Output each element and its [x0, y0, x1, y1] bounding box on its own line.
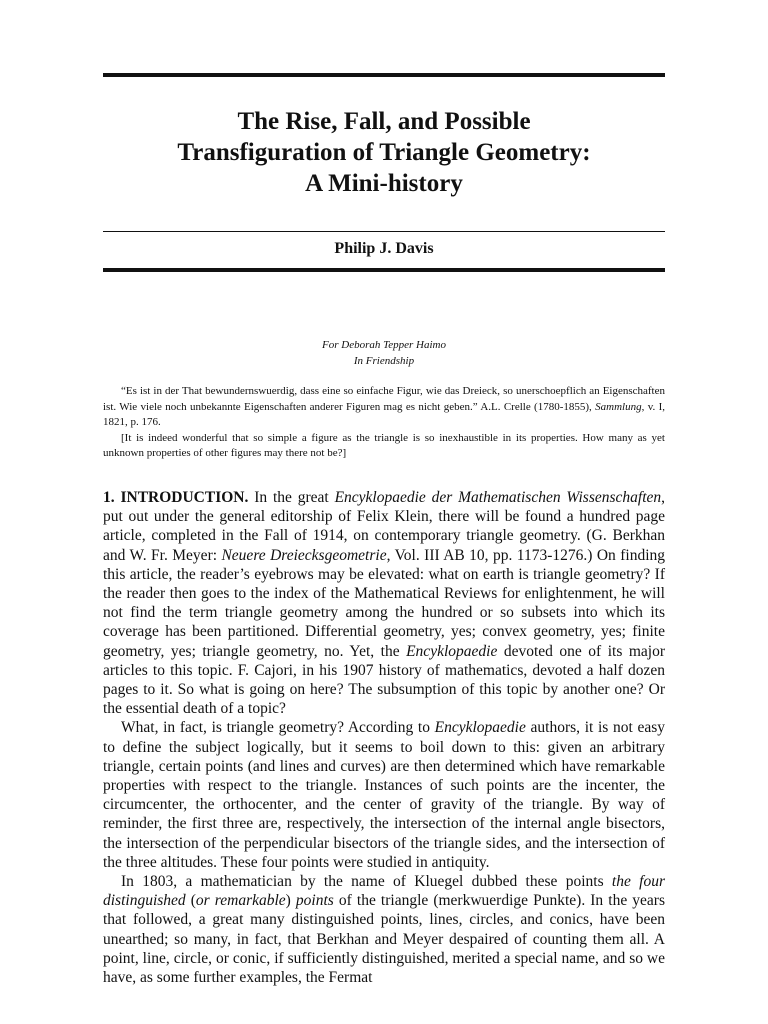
title-line-2: Transfiguration of Triangle Geometry: [177, 139, 591, 166]
p3-italic-1: the four distinguished [103, 873, 665, 910]
paper-title [103, 106, 665, 199]
p3-italic-3: points [295, 892, 334, 910]
epigraph-citation: , v. I, 1821, p. 176. [103, 400, 666, 428]
p1-italic-1: Encyklopaedie der Mathematischen Wissenschaften [334, 489, 662, 506]
p3-italic-2: or remarkable [195, 892, 286, 910]
p1-text-a: In the great [248, 489, 335, 506]
paragraph-1 [103, 488, 665, 718]
dedication-line-2: In Friendship [353, 355, 415, 367]
epigraph-source: Sammlung [595, 400, 642, 413]
title-line-1: The Rise, Fall, and Possible [237, 108, 531, 135]
section-introduction [103, 488, 665, 987]
paragraph-3 [103, 872, 665, 987]
dedication-line-1: For Deborah Tepper Haimo [322, 339, 446, 351]
top-thick-rule [103, 73, 665, 77]
p1-text-b: , put out under the general editorship of Felix Klein, there will be found a hundred page article, completed in the Fall of 1914, on contemporary triangle geometry. (G. Berkhan and W. Fr. Meyer: [103, 489, 666, 564]
p1-italic-3: Encyklopaedie [406, 642, 498, 660]
author-top-rule [103, 231, 665, 232]
p2-italic-1: Encyklopaedie [434, 719, 526, 737]
p2-text-a: What, in fact, is triangle geometry? According to [121, 719, 435, 737]
author-bottom-rule [103, 268, 665, 272]
p3-text-a: In 1803, a mathematician by the name of Kluegel dubbed these points [121, 873, 612, 891]
p3-text-d: of the triangle (merkwuerdige Punkte). In the years that followed, a great many distinguished points, lines, circles, and conics, have been unearthed; so many, in fact, that Berkhan and Meyer despaired of counting them all. A point, line, circle, or conic, if sufficiently distinguished, merited a special name, and so we have, as some further examples, the Fermat [103, 892, 665, 987]
dedication [103, 337, 665, 369]
p3-text-b: ( [185, 892, 196, 910]
section-heading: 1. INTRODUCTION. [103, 489, 249, 506]
p2-text-b: authors, it is not easy to define the subject logically, but it seems to boil down to this: given an arbitrary triangle, certain points (and lines and curves) are then determined which have remarkable properties with respect to the triangle. Instances of such points are the incenter, the circumcenter, the orthocenter, and the center of gravity of the triangle. By way of reminder, the first three are, respectively, the intersection of the internal angle bisectors, the intersection of the perpendicular bisectors of the triangle sides, and the intersection of the three altitudes. These four points were studied in antiquity. [103, 719, 665, 871]
paragraph-2 [103, 718, 665, 872]
epigraph-translation: [It is indeed wonderful that so simple a figure as the triangle is so inexhaustible in its properties. How many as yet unknown properties of other figures may there not be?] [103, 431, 665, 459]
author-name: Philip J. Davis [334, 240, 434, 257]
epigraph [103, 384, 665, 462]
epigraph-german [103, 384, 665, 431]
p3-text-c: ) [285, 892, 296, 910]
p1-text-d: devoted one of its major articles to this topic. F. Cajori, in his 1907 history of mathematics, devoted a half dozen pages to it. So what is going on here? The subsumption of this topic by another one? Or the essential death of a topic? [103, 642, 666, 718]
p1-text-c: , Vol. III AB 10, pp. 1173-1276.) On finding this article, the reader’s eyebrows may be elevated: what on earth is triangle geometry? If the reader then goes to the index of the Mathematical Reviews for enlightenment, he will not find the term triangle geometry among the hundred or so subsets into which its coverage has been partitioned. Differential geometry, yes; convex geometry, yes; finite geometry, yes; triangle geometry, no. Yet, the [103, 546, 665, 660]
p1-italic-2: Neuere Dreiecksgeometrie [221, 546, 387, 564]
epigraph-german-text: “Es ist in der That bewundernswuerdig, dass eine so einfache Figur, wie das Dreieck, so unerschoepflich an Eigenschaften ist. Wie viele noch unbekannte Eigenschaften anderer Figuren mag es nicht geben.” A.L. Crelle (1780-1855), [103, 385, 665, 413]
title-line-3: A Mini-history [305, 170, 463, 197]
